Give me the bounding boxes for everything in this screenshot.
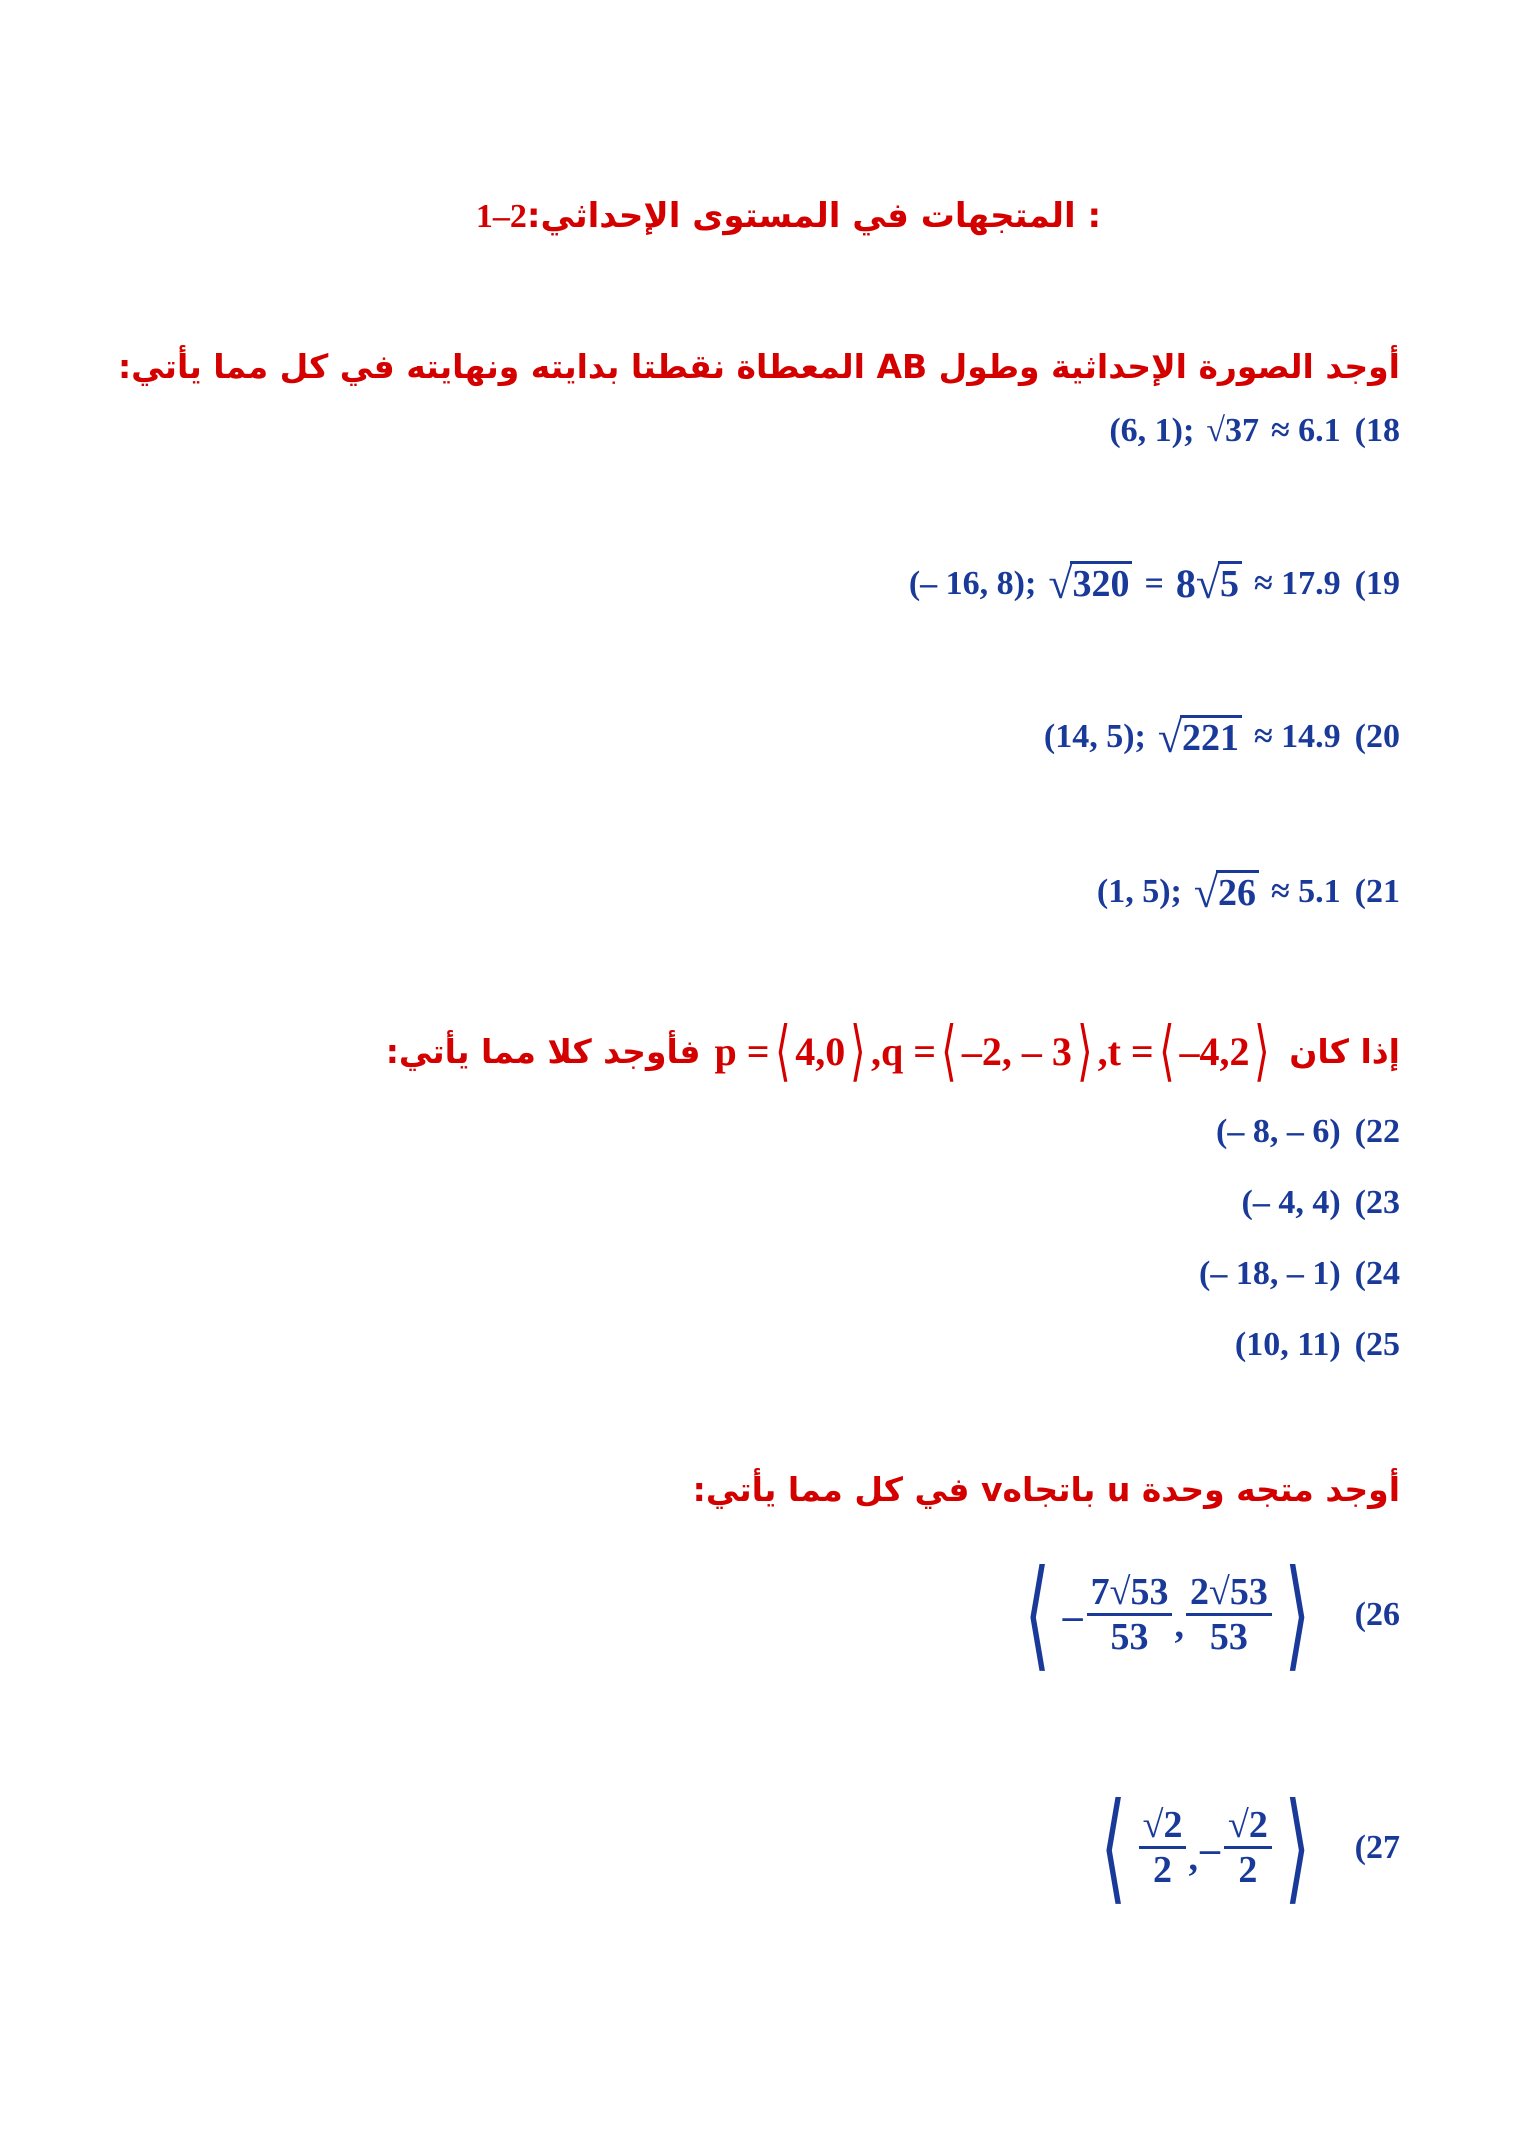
left-angle-icon: ⟨ — [941, 1012, 957, 1089]
answer-26-den2: 53 — [1209, 1615, 1248, 1658]
answer-24-value: (– 18, – 1) — [1199, 1255, 1341, 1292]
answer-18 — [1109, 412, 1400, 450]
answer-21-approx: ≈ 5.1 — [1271, 873, 1341, 911]
left-angle-icon: ⟨ — [1158, 1012, 1175, 1089]
right-angle-icon: ⟩ — [1284, 1545, 1311, 1684]
answer-22-value: (– 8, – 6) — [1216, 1113, 1341, 1150]
t-value: –4,2 — [1179, 1028, 1250, 1074]
answer-18-coords: (6, 1); — [1109, 412, 1195, 449]
answer-27 — [1090, 1778, 1400, 1918]
answer-19-radicand2: 5 — [1218, 561, 1242, 606]
answer-25-num: (25 — [1354, 1326, 1400, 1363]
frac2-numerator — [1224, 1803, 1272, 1849]
frac1-numerator — [1139, 1803, 1187, 1849]
answer-27-num: (27 — [1354, 1829, 1400, 1866]
answer-20-coords: (14, 5); — [1043, 718, 1146, 756]
answer-18-num: (18 — [1354, 412, 1400, 449]
left-angle-icon: ⟨ — [1024, 1545, 1051, 1684]
lesson-title — [0, 196, 1517, 236]
answer-26-coef1: 7 — [1090, 1570, 1110, 1613]
sqrt-icon: √ — [1227, 1803, 1249, 1846]
answer-26-den1: 53 — [1110, 1615, 1149, 1658]
answer-26-rad2: 53 — [1229, 1570, 1268, 1613]
answer-26-frac2 — [1186, 1570, 1272, 1658]
answer-27-frac2 — [1224, 1803, 1272, 1891]
sqrt-icon: √ — [1206, 412, 1225, 449]
title-text: : المتجهات في المستوى الإحداثي: — [526, 196, 1102, 236]
answer-19-coef: 8 — [1175, 561, 1196, 606]
answer-27-rad1: 2 — [1163, 1803, 1183, 1846]
answer-21-radical — [1193, 867, 1259, 917]
answer-18-approx: ≈ 6.1 — [1271, 412, 1341, 449]
answer-27-rad2: 2 — [1248, 1803, 1268, 1846]
answer-21 — [1096, 867, 1400, 917]
frac2-numerator — [1186, 1570, 1272, 1616]
answer-19-approx: ≈ 17.9 — [1254, 564, 1341, 602]
answer-20 — [1043, 712, 1400, 762]
sqrt-icon: √ — [1208, 1570, 1230, 1613]
right-angle-icon: ⟩ — [850, 1012, 866, 1089]
lesson-title-text — [476, 196, 1101, 236]
sqrt-icon: √ — [1048, 558, 1073, 608]
answer-22-num: (22 — [1354, 1113, 1400, 1150]
section2-instruction — [385, 1012, 1400, 1089]
answer-21-radicand: 26 — [1216, 870, 1259, 915]
p-label: p = — [714, 1028, 770, 1074]
answer-26-coef2: 2 — [1189, 1570, 1209, 1613]
sqrt-icon: √ — [1157, 712, 1182, 762]
answer-27-den1: 2 — [1153, 1848, 1173, 1891]
answer-18-radicand: 37 — [1225, 412, 1259, 449]
answer-19-radical2 — [1195, 558, 1242, 608]
answer-26-frac1 — [1087, 1570, 1173, 1658]
answer-23-value: (– 4, 4) — [1241, 1184, 1341, 1221]
q-label: ,q = — [871, 1028, 937, 1074]
frac1-numerator — [1087, 1570, 1173, 1616]
sqrt-icon: √ — [1193, 867, 1218, 917]
answer-27-den2: 2 — [1238, 1848, 1258, 1891]
answer-20-approx: ≈ 14.9 — [1254, 718, 1341, 756]
left-angle-icon: ⟨ — [774, 1012, 791, 1089]
answer-23-num: (23 — [1354, 1184, 1400, 1221]
sqrt-icon: √ — [1142, 1803, 1164, 1846]
answer-19-coords: (– 16, 8); — [908, 564, 1037, 602]
answer-19-radicand: 320 — [1070, 561, 1132, 606]
left-angle-icon: ⟨ — [1100, 1778, 1127, 1917]
answer-20-radicand: 221 — [1180, 715, 1242, 760]
q-value: –2, – 3 — [961, 1028, 1072, 1074]
sqrt-icon: √ — [1109, 1570, 1131, 1613]
t-label: ,t = — [1097, 1028, 1154, 1074]
section2-prefix: إذا كان — [1289, 1031, 1400, 1071]
right-angle-icon: ⟩ — [1254, 1012, 1271, 1089]
answer-23 — [1242, 1184, 1400, 1222]
answer-19-equals: = — [1144, 564, 1164, 602]
section1-instruction: أوجد الصورة الإحداثية وطول AB المعطاة نقطتا بدايته ونهايته في كل مما يأتي: — [117, 347, 1400, 386]
answer-20-num: (20 — [1354, 718, 1400, 756]
answer-24-num: (24 — [1354, 1255, 1400, 1292]
right-angle-icon: ⟩ — [1284, 1778, 1311, 1917]
right-angle-icon: ⟩ — [1076, 1012, 1093, 1089]
answer-24 — [1199, 1255, 1400, 1293]
answer-22 — [1216, 1113, 1400, 1151]
answer-26-sign: – — [1062, 1592, 1083, 1638]
comma: , — [1174, 1604, 1184, 1646]
answer-25-value: (10, 11) — [1234, 1326, 1341, 1363]
section3-instruction: أوجد متجه وحدة u باتجاهv في كل مما يأتي: — [692, 1470, 1400, 1509]
answer-21-coords: (1, 5); — [1096, 873, 1182, 911]
answer-19-radical — [1048, 558, 1132, 608]
answer-26-num: (26 — [1354, 1596, 1400, 1633]
p-value: 4,0 — [795, 1028, 846, 1074]
section2-suffix: فأوجد كلا مما يأتي: — [385, 1031, 701, 1071]
answer-27-sign: – — [1199, 1825, 1220, 1871]
answer-21-num: (21 — [1354, 873, 1400, 911]
answer-19-num: (19 — [1354, 564, 1400, 602]
answer-26-rad1: 53 — [1130, 1570, 1169, 1613]
answer-25 — [1235, 1326, 1400, 1364]
title-number: 2–1 — [475, 198, 527, 235]
comma: , — [1188, 1837, 1198, 1879]
answer-26 — [1014, 1545, 1400, 1685]
answer-20-radical — [1157, 712, 1242, 762]
answer-19 — [909, 560, 1400, 607]
sqrt-icon: √ — [1195, 558, 1220, 608]
answer-27-frac1 — [1139, 1803, 1187, 1891]
